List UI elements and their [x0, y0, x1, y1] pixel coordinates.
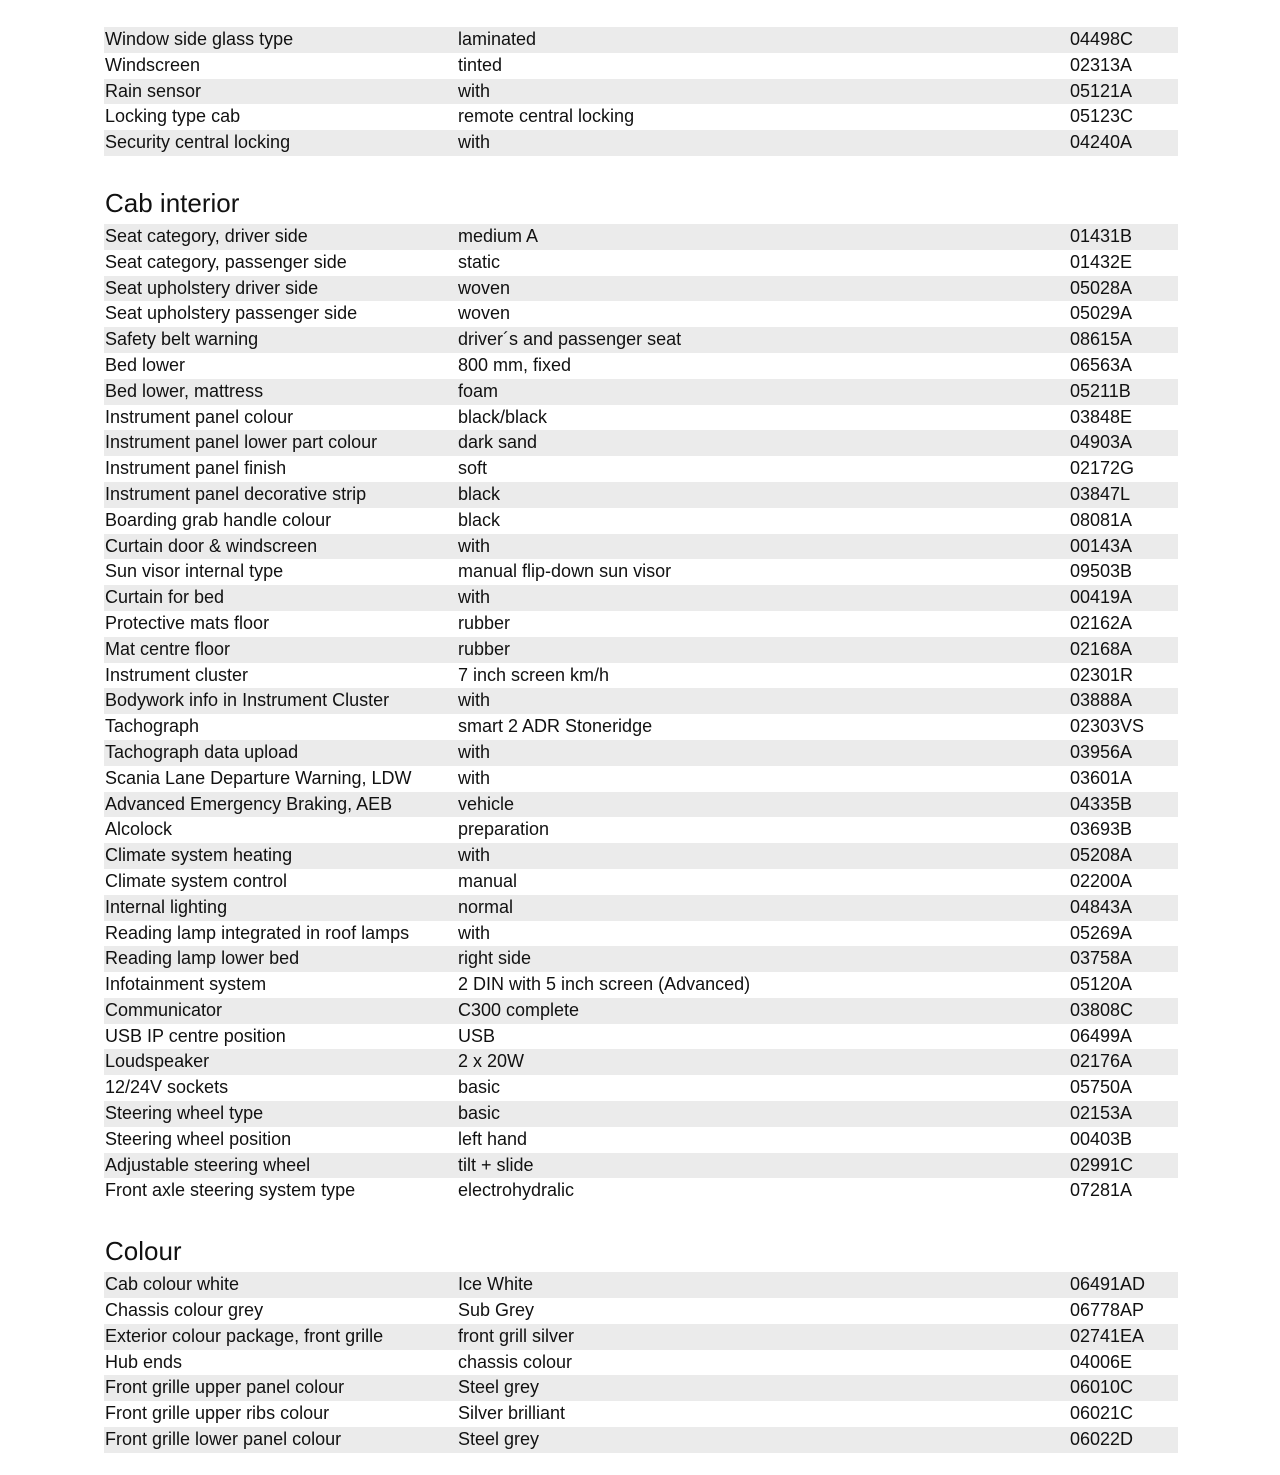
spec-name: Seat category, driver side [105, 225, 308, 246]
section-title: Colour [105, 1236, 182, 1267]
spec-value: manual flip-down sun visor [458, 561, 672, 582]
table-row [104, 663, 1178, 689]
spec-name: Hub ends [105, 1351, 183, 1372]
table-row [104, 972, 1178, 998]
table-row [104, 379, 1178, 405]
spec-name: Front grille upper ribs colour [105, 1403, 330, 1424]
spec-name: Front grille upper panel colour [105, 1377, 345, 1398]
spec-value: with [458, 535, 491, 556]
spec-code: 05750A [1070, 1077, 1133, 1098]
spec-code: 03601A [1070, 767, 1133, 788]
table-row [104, 430, 1178, 456]
spec-value: chassis colour [458, 1351, 573, 1372]
spec-name: Scania Lane Departure Warning, LDW [105, 767, 412, 788]
spec-code: 03848E [1070, 406, 1133, 427]
spec-code: 03758A [1070, 948, 1133, 969]
spec-code: 03847L [1070, 483, 1131, 504]
spec-value: Silver brilliant [458, 1403, 566, 1424]
spec-name: Chassis colour grey [105, 1300, 264, 1321]
spec-code: 05123C [1070, 106, 1134, 127]
spec-name: Instrument panel decorative strip [105, 483, 367, 504]
spec-name: Bed lower [105, 354, 186, 375]
section-cab-exterior [104, 27, 1178, 156]
table-row [104, 637, 1178, 663]
table-row [104, 224, 1178, 250]
spec-value: black [458, 483, 501, 504]
spec-name: Windscreen [105, 54, 201, 75]
table-row [104, 585, 1178, 611]
table-row [104, 1350, 1178, 1376]
table-row [104, 792, 1178, 818]
spec-value: with [458, 767, 491, 788]
spec-name: Instrument cluster [105, 664, 249, 685]
spec-value: soft [458, 458, 488, 479]
spec-value: with [458, 690, 491, 711]
spec-value: 2 x 20W [458, 1051, 525, 1072]
spec-value: front grill silver [458, 1325, 575, 1346]
spec-code: 02301R [1070, 664, 1134, 685]
spec-name: 12/24V sockets [105, 1077, 229, 1098]
spec-code: 05208A [1070, 845, 1133, 866]
spec-table [104, 1272, 1178, 1453]
spec-code: 01432E [1070, 251, 1133, 272]
table-row [104, 1427, 1178, 1453]
spec-name: Boarding grab handle colour [105, 509, 332, 530]
table-row [104, 1101, 1178, 1127]
table-row [104, 456, 1178, 482]
table-row [104, 1127, 1178, 1153]
spec-name: Advanced Emergency Braking, AEB [105, 793, 393, 814]
table-row [104, 611, 1178, 637]
spec-name: Curtain for bed [105, 587, 225, 608]
spec-name: Steering wheel type [105, 1103, 264, 1124]
spec-code: 00419A [1070, 587, 1133, 608]
spec-code: 09503B [1070, 561, 1133, 582]
spec-value: smart 2 ADR Stoneridge [458, 716, 653, 737]
spec-name: Window side glass type [105, 29, 294, 49]
table-row [104, 250, 1178, 276]
spec-code: 04240A [1070, 132, 1133, 153]
table-row [104, 1024, 1178, 1050]
spec-value: tinted [458, 54, 503, 75]
table-row [104, 301, 1178, 327]
spec-value: 800 mm, fixed [458, 354, 572, 375]
spec-code: 02313A [1070, 54, 1133, 75]
spec-name: Instrument panel lower part colour [105, 432, 378, 453]
spec-name: Steering wheel position [105, 1128, 292, 1149]
table-row [104, 482, 1178, 508]
spec-value: with [458, 132, 491, 153]
table-row [104, 104, 1178, 130]
spec-value: with [458, 845, 491, 866]
spec-value: normal [458, 896, 514, 917]
spec-value: laminated [458, 29, 537, 49]
spec-code: 06499A [1070, 1025, 1133, 1046]
spec-name: Protective mats floor [105, 612, 270, 633]
spec-value: basic [458, 1077, 501, 1098]
spec-code: 08081A [1070, 509, 1133, 530]
spec-name: Adjustable steering wheel [105, 1154, 311, 1175]
table-row [104, 817, 1178, 843]
spec-name: Front grille lower panel colour [105, 1429, 342, 1450]
spec-code: 03956A [1070, 741, 1133, 762]
table-row [104, 921, 1178, 947]
spec-value: manual [458, 870, 518, 891]
table-row [104, 534, 1178, 560]
spec-code: 02153A [1070, 1103, 1133, 1124]
table-row [104, 130, 1178, 156]
spec-code: 04498C [1070, 29, 1134, 49]
spec-code: 04335B [1070, 793, 1133, 814]
table-row [104, 327, 1178, 353]
table-row [104, 1075, 1178, 1101]
table-row [104, 1153, 1178, 1179]
spec-name: Tachograph [105, 716, 200, 737]
section-spacer [104, 156, 1178, 188]
spec-name: Sun visor internal type [105, 561, 284, 582]
spec-name: Instrument panel colour [105, 406, 294, 427]
spec-value: Sub Grey [458, 1300, 535, 1321]
table-row [104, 869, 1178, 895]
spec-value: right side [458, 948, 532, 969]
spec-value: tilt + slide [458, 1154, 534, 1175]
spec-table [104, 27, 1178, 156]
spec-name: Safety belt warning [105, 329, 259, 350]
spec-code: 04903A [1070, 432, 1133, 453]
spec-name: Seat upholstery passenger side [105, 303, 358, 324]
spec-value: C300 complete [458, 999, 580, 1020]
spec-code: 02991C [1070, 1154, 1134, 1175]
spec-value: with [458, 922, 491, 943]
spec-value: USB [458, 1025, 496, 1046]
spec-name: Security central locking [105, 132, 291, 153]
spec-code: 06491AD [1070, 1274, 1146, 1295]
spec-name: Seat upholstery driver side [105, 277, 319, 298]
spec-name: Locking type cab [105, 106, 241, 127]
table-row [104, 353, 1178, 379]
spec-code: 06563A [1070, 354, 1133, 375]
spec-value: woven [458, 303, 511, 324]
table-row [104, 1272, 1178, 1298]
spec-code: 05121A [1070, 80, 1133, 101]
spec-value: black/black [458, 406, 548, 427]
spec-name: Bed lower, mattress [105, 380, 264, 401]
table-row [104, 1049, 1178, 1075]
spec-code: 06778AP [1070, 1300, 1145, 1321]
table-row [104, 843, 1178, 869]
spec-name: Climate system heating [105, 845, 293, 866]
table-row [104, 714, 1178, 740]
spec-code: 01431B [1070, 225, 1133, 246]
spec-name: Rain sensor [105, 80, 202, 101]
spec-code: 05269A [1070, 922, 1133, 943]
section-spacer [104, 1204, 1178, 1236]
table-row [104, 508, 1178, 534]
spec-value: Steel grey [458, 1429, 540, 1450]
table-row [104, 1375, 1178, 1401]
spec-name: Instrument panel finish [105, 458, 287, 479]
spec-name: Exterior colour package, front grille [105, 1325, 384, 1346]
table-row [104, 405, 1178, 431]
spec-code: 02162A [1070, 612, 1133, 633]
spec-code: 02741EA [1070, 1325, 1145, 1346]
spec-code: 07281A [1070, 1180, 1133, 1201]
table-row [104, 1401, 1178, 1427]
spec-name: Front axle steering system type [105, 1180, 356, 1201]
spec-code: 02200A [1070, 870, 1133, 891]
table-row [104, 1178, 1178, 1204]
spec-code: 05029A [1070, 303, 1133, 324]
spec-name: Tachograph data upload [105, 741, 299, 762]
table-row [104, 1298, 1178, 1324]
spec-value: static [458, 251, 501, 272]
section-colour [104, 1236, 1178, 1453]
table-row [104, 53, 1178, 79]
spec-value: electrohydralic [458, 1180, 575, 1201]
table-row [104, 998, 1178, 1024]
spec-value: rubber [458, 612, 511, 633]
table-row [104, 688, 1178, 714]
spec-value: Steel grey [458, 1377, 540, 1398]
spec-value: woven [458, 277, 511, 298]
spec-value: with [458, 80, 491, 101]
spec-code: 03808C [1070, 999, 1134, 1020]
table-row [104, 559, 1178, 585]
spec-value: rubber [458, 638, 511, 659]
spec-code: 05211B [1070, 380, 1131, 401]
spec-code: 02303VS [1070, 716, 1145, 737]
spec-code: 08615A [1070, 329, 1133, 350]
spec-code: 03888A [1070, 690, 1133, 711]
spec-code: 02176A [1070, 1051, 1133, 1072]
spec-code: 05028A [1070, 277, 1133, 298]
spec-value: preparation [458, 819, 550, 840]
spec-name: Climate system control [105, 870, 288, 891]
spec-name: USB IP centre position [105, 1025, 286, 1046]
spec-code: 00143A [1070, 535, 1133, 556]
spec-name: Bodywork info in Instrument Cluster [105, 690, 390, 711]
spec-name: Infotainment system [105, 974, 267, 995]
spec-name: Curtain door & windscreen [105, 535, 318, 556]
spec-name: Reading lamp integrated in roof lamps [105, 922, 410, 943]
spec-sheet [104, 27, 1178, 1453]
spec-table [104, 224, 1178, 1204]
spec-value: left hand [458, 1128, 528, 1149]
spec-name: Seat category, passenger side [105, 251, 347, 272]
spec-code: 05120A [1070, 974, 1133, 995]
spec-value: dark sand [458, 432, 538, 453]
table-row [104, 1324, 1178, 1350]
spec-name: Cab colour white [105, 1274, 240, 1295]
spec-name: Reading lamp lower bed [105, 948, 300, 969]
spec-value: remote central locking [458, 106, 635, 127]
table-row [104, 946, 1178, 972]
spec-name: Alcolock [105, 819, 173, 840]
spec-value: basic [458, 1103, 501, 1124]
table-row [104, 740, 1178, 766]
table-row [104, 766, 1178, 792]
spec-name: Loudspeaker [105, 1051, 210, 1072]
spec-value: medium A [458, 225, 539, 246]
spec-code: 04843A [1070, 896, 1133, 917]
spec-name: Mat centre floor [105, 638, 231, 659]
spec-code: 02172G [1070, 458, 1135, 479]
spec-value: foam [458, 380, 499, 401]
spec-code: 04006E [1070, 1351, 1133, 1372]
spec-value: 7 inch screen km/h [458, 664, 610, 685]
spec-code: 00403B [1070, 1128, 1133, 1149]
table-row [104, 276, 1178, 302]
spec-code: 02168A [1070, 638, 1133, 659]
table-row [104, 27, 1178, 53]
spec-value: Ice White [458, 1274, 534, 1295]
spec-name: Communicator [105, 999, 223, 1020]
spec-code: 03693B [1070, 819, 1133, 840]
spec-value: with [458, 587, 491, 608]
spec-value: 2 DIN with 5 inch screen (Advanced) [458, 974, 751, 995]
section-cab-interior [104, 188, 1178, 1204]
section-title: Cab interior [105, 187, 240, 218]
spec-value: vehicle [458, 793, 515, 814]
table-row [104, 895, 1178, 921]
spec-code: 06021C [1070, 1403, 1134, 1424]
spec-name: Internal lighting [105, 896, 228, 917]
spec-value: black [458, 509, 501, 530]
spec-code: 06022D [1070, 1429, 1134, 1450]
spec-value: driver´s and passenger seat [458, 329, 682, 350]
spec-code: 06010C [1070, 1377, 1134, 1398]
spec-value: with [458, 741, 491, 762]
table-row [104, 79, 1178, 105]
